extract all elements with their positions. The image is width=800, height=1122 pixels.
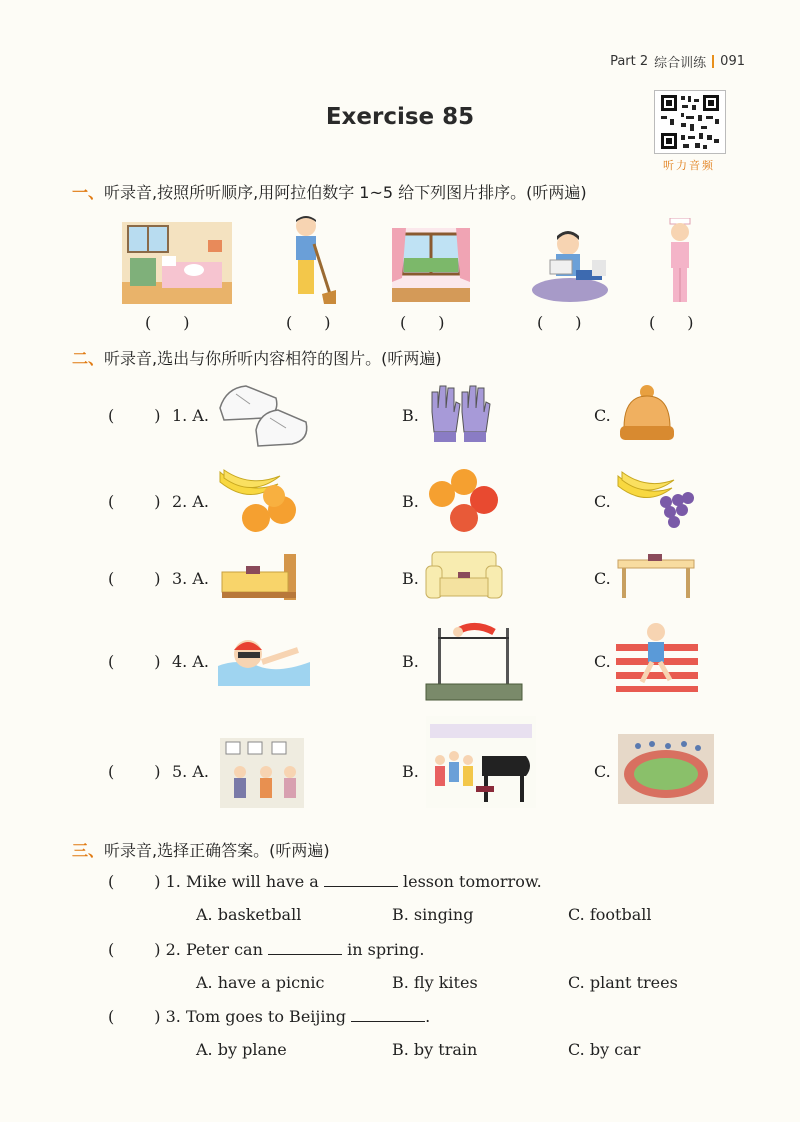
q2-2-option-b-label: B. [402, 492, 419, 511]
high-jump-image[interactable] [424, 620, 524, 702]
q3-2-question [108, 940, 424, 959]
section-3-heading [72, 838, 330, 861]
q2-5-paren[interactable]: ( ) [108, 762, 161, 781]
q3-3-text-start: 3. Tom goes to Beijing [165, 1007, 347, 1026]
q3-1-blank[interactable] [324, 872, 398, 887]
section-2-heading [72, 346, 442, 369]
section-2-text: 听录音,选出与你所听内容相符的图片。(听两遍) [104, 349, 442, 368]
section-1-number: 一、 [72, 183, 105, 202]
boy-reading-image [528, 230, 608, 302]
q3-2-option-b[interactable]: B. fly kites [392, 973, 478, 992]
answer-paren-2[interactable]: ( ) [286, 313, 331, 332]
q2-4-paren[interactable]: ( ) [108, 652, 161, 671]
q3-1-paren[interactable]: ( ) [108, 872, 161, 891]
q2-5-option-b-label: B. [402, 762, 419, 781]
q2-4-option-a-label: 4. A. [172, 652, 209, 671]
table-image[interactable] [616, 552, 696, 600]
part-label: Part 2 [610, 54, 649, 69]
answer-paren-1[interactable]: ( ) [145, 313, 190, 332]
window-room-image [392, 228, 470, 302]
q3-1-question [108, 872, 542, 891]
q2-3-option-a-label: 3. A. [172, 569, 209, 588]
sofa-image[interactable] [424, 548, 504, 606]
page-number: 091 [720, 54, 745, 69]
oranges-apples-image[interactable] [424, 466, 504, 536]
q2-2-option-c-label: C. [594, 492, 611, 511]
q3-1-text-end: lesson tomorrow. [403, 872, 542, 891]
boy-sweeping-image [284, 214, 336, 306]
section-1-heading [72, 180, 587, 203]
art-room-image[interactable] [220, 738, 304, 808]
q3-1-option-a[interactable]: A. basketball [196, 905, 302, 924]
qr-label: 听力音频 [663, 159, 715, 172]
page-header [610, 52, 745, 71]
q3-1-option-c[interactable]: C. football [568, 905, 652, 924]
q2-1-option-b-label: B. [402, 406, 419, 425]
q2-3-option-c-label: C. [594, 569, 611, 588]
section-3-number: 三、 [72, 841, 105, 860]
swimming-image[interactable] [218, 632, 310, 686]
music-room-image[interactable] [426, 716, 536, 808]
sports-field-image[interactable] [618, 734, 714, 804]
bananas-grapes-image[interactable] [616, 468, 696, 532]
q3-3-question [108, 1007, 430, 1026]
bananas-oranges-image[interactable] [216, 466, 300, 536]
q2-1-paren[interactable]: ( ) [108, 406, 161, 425]
q3-1-option-b[interactable]: B. singing [392, 905, 474, 924]
section-1-text: 听录音,按照所听顺序,用阿拉伯数字 1~5 给下列图片排序。(听两遍) [104, 183, 587, 202]
q3-2-option-a[interactable]: A. have a picnic [196, 973, 325, 992]
q3-3-option-c[interactable]: C. by car [568, 1040, 641, 1059]
section-3-text: 听录音,选择正确答案。(听两遍) [104, 841, 330, 860]
q3-3-option-a[interactable]: A. by plane [196, 1040, 287, 1059]
q3-3-text-end: . [425, 1007, 431, 1026]
q2-4-option-c-label: C. [594, 652, 611, 671]
q2-3-paren[interactable]: ( ) [108, 569, 161, 588]
q3-3-option-b[interactable]: B. by train [392, 1040, 478, 1059]
q2-2-option-a-label: 2. A. [172, 492, 209, 511]
bedroom-image [122, 222, 232, 304]
q3-2-text-start: 2. Peter can [165, 940, 263, 959]
bed-image[interactable] [218, 552, 300, 602]
q2-4-option-b-label: B. [402, 652, 419, 671]
q2-1-option-a-label: 1. A. [172, 406, 209, 425]
q2-2-paren[interactable]: ( ) [108, 492, 161, 511]
running-image[interactable] [616, 620, 698, 692]
hat-image[interactable] [618, 384, 676, 442]
sneakers-image[interactable] [216, 378, 312, 452]
header-divider [712, 55, 714, 68]
q2-3-option-b-label: B. [402, 569, 419, 588]
q3-3-blank[interactable] [351, 1007, 425, 1022]
answer-paren-3[interactable]: ( ) [400, 313, 445, 332]
q2-1-option-c-label: C. [594, 406, 611, 425]
q3-2-option-c[interactable]: C. plant trees [568, 973, 678, 992]
answer-paren-5[interactable]: ( ) [649, 313, 694, 332]
q3-3-paren[interactable]: ( ) [108, 1007, 161, 1026]
q2-5-option-a-label: 5. A. [172, 762, 209, 781]
q3-2-text-end: in spring. [347, 940, 425, 959]
q2-5-option-c-label: C. [594, 762, 611, 781]
gloves-image[interactable] [426, 382, 494, 448]
section-label: 综合训练 [654, 56, 707, 71]
answer-paren-4[interactable]: ( ) [537, 313, 582, 332]
qr-code-icon[interactable] [654, 90, 726, 154]
nurse-image [662, 218, 698, 306]
q3-2-paren[interactable]: ( ) [108, 940, 161, 959]
section-2-number: 二、 [72, 349, 105, 368]
page-title: Exercise 85 [325, 104, 475, 130]
q3-1-text-start: 1. Mike will have a [165, 872, 319, 891]
q3-2-blank[interactable] [268, 940, 342, 955]
